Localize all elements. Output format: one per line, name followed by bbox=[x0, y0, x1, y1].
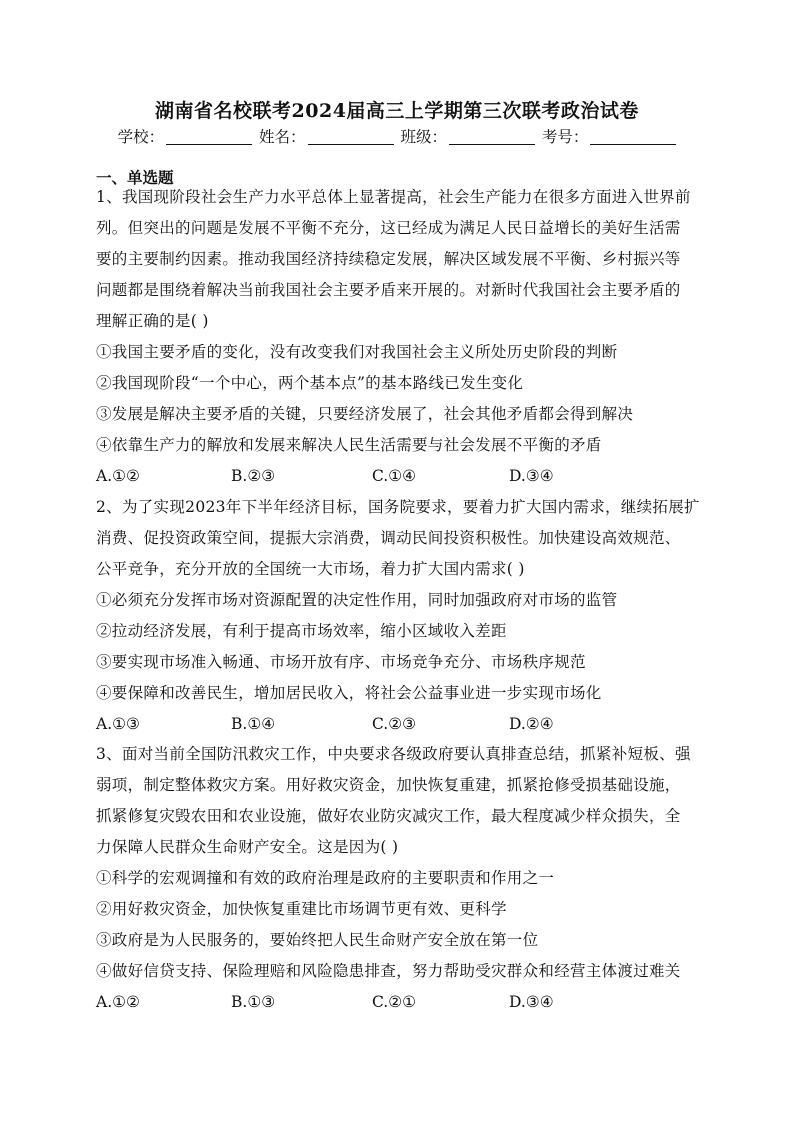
option-d[interactable]: D.③④ bbox=[509, 467, 554, 485]
statement-3: ③发展是解决主要矛盾的关键，只要经济发展了，社会其他矛盾都会得到解决 bbox=[96, 405, 634, 423]
stem-line: 公平竞争，充分开放的全国统一大市场，着力扩大国内需求( ) bbox=[96, 560, 525, 578]
class-field bbox=[400, 125, 535, 147]
statement-2: ②用好救灾资金，加快恢复重建比市场调节更有效、更科学 bbox=[96, 900, 507, 918]
stem-line: 弱项，制定整体救灾方案。用好救灾资金，加快恢复重建，抓紧抢修受损基础设施， bbox=[96, 776, 681, 794]
stem-line: 力保障人民群众生命财产安全。这是因为( ) bbox=[96, 838, 399, 856]
exam-number-label: 考号： bbox=[541, 128, 589, 146]
exam-number-blank[interactable] bbox=[590, 128, 676, 145]
stem-line: 消费、促投资政策空间，提振大宗消费，调动民间投资积极性。加快建设高效规范、 bbox=[96, 529, 681, 547]
statement-2: ②拉动经济发展，有利于提高市场效率，缩小区域收入差距 bbox=[96, 622, 507, 640]
question-1 bbox=[96, 182, 701, 492]
option-c[interactable]: C.②① bbox=[372, 993, 417, 1011]
option-a[interactable]: A.①② bbox=[96, 993, 140, 1011]
section-heading: 一、单选题 bbox=[96, 169, 174, 187]
question-1-options bbox=[96, 461, 701, 492]
option-c[interactable]: C.②③ bbox=[372, 715, 417, 733]
question-2 bbox=[96, 492, 701, 740]
statement-1: ①我国主要矛盾的变化，没有改变我们对我国社会主义所处历史阶段的判断 bbox=[96, 343, 618, 361]
option-d[interactable]: D.③④ bbox=[509, 993, 554, 1011]
exam-title: 湖南省名校联考2024届高三上学期第三次联考政治试卷 bbox=[155, 100, 639, 122]
statement-3: ③要实现市场准入畅通、市场开放有序、市场竞争充分、市场秩序规范 bbox=[96, 653, 586, 671]
name-label: 姓名： bbox=[259, 128, 306, 146]
statement-1: ①科学的宏观调撞和有效的政府治理是政府的主要职责和作用之一 bbox=[96, 869, 555, 887]
class-label: 班级： bbox=[400, 128, 447, 146]
statement-2: ②我国现阶段“一个中心，两个基本点”的基本路线已发生变化 bbox=[96, 374, 524, 392]
stem-line: 抓紧修复灾毁农田和农业设施，做好农业防灾减灾工作，最大程度减少样众损失，全 bbox=[96, 807, 681, 825]
option-d[interactable]: D.②④ bbox=[509, 715, 554, 733]
exam-number-field bbox=[542, 125, 677, 147]
stem-line: 列。但突出的问题是发展不平衡不充分，这已经成为满足人民日益增长的美好生活需 bbox=[96, 219, 681, 237]
option-c[interactable]: C.①④ bbox=[372, 467, 417, 485]
class-blank[interactable] bbox=[449, 128, 535, 145]
option-a[interactable]: A.①③ bbox=[96, 715, 140, 733]
question-2-options bbox=[96, 709, 701, 740]
student-info-line bbox=[0, 125, 794, 147]
school-blank[interactable] bbox=[166, 128, 252, 145]
question-3-stem bbox=[96, 739, 701, 863]
option-a[interactable]: A.①② bbox=[96, 467, 140, 485]
statement-1: ①必须充分发挥市场对资源配置的决定性作用，同时加强政府对市场的监管 bbox=[96, 591, 618, 609]
option-b[interactable]: B.①③ bbox=[231, 993, 276, 1011]
question-1-stem bbox=[96, 182, 701, 337]
stem-line: 2、为了实现2023年下半年经济目标，国务院要求，要着力扩大国内需求，继续拓展扩 bbox=[96, 498, 700, 516]
stem-line: 3、面对当前全国防汛救灾工作，中央要求各级政府要认真排查总结，抓紧补短板、强 bbox=[96, 745, 691, 763]
statement-4: ④要保障和改善民生，增加居民收入，将社会公益事业进一步实现市场化 bbox=[96, 684, 602, 702]
option-b[interactable]: B.①④ bbox=[231, 715, 276, 733]
stem-line: 1、我国现阶段社会生产力水平总体上显著提高，社会生产能力在很多方面进入世界前 bbox=[96, 188, 691, 206]
school-field bbox=[118, 125, 253, 147]
name-blank[interactable] bbox=[308, 128, 394, 145]
statement-3: ③政府是为人民服务的，要始终把人民生命财产安全放在第一位 bbox=[96, 931, 539, 949]
question-3-options bbox=[96, 987, 701, 1018]
name-field bbox=[259, 125, 394, 147]
stem-line: 问题都是围绕着解决当前我国社会主要矛盾来开展的。对新时代我国社会主要矛盾的 bbox=[96, 281, 681, 299]
stem-line: 要的主要制约因素。推动我国经济持续稳定发展，解决区域发展不平衡、乡村振兴等 bbox=[96, 250, 681, 268]
stem-line: 理解正确的是( ) bbox=[96, 312, 209, 330]
question-2-stem bbox=[96, 492, 701, 585]
statement-4: ④依靠生产力的解放和发展来解决人民生活需要与社会发展不平衡的矛盾 bbox=[96, 436, 602, 454]
statement-4: ④做好信贷支持、保险理赔和风险隐患排查，努力帮助受灾群众和经营主体渡过难关 bbox=[96, 962, 681, 980]
option-b[interactable]: B.②③ bbox=[231, 467, 276, 485]
question-3 bbox=[96, 739, 701, 1018]
school-label: 学校： bbox=[117, 128, 165, 146]
